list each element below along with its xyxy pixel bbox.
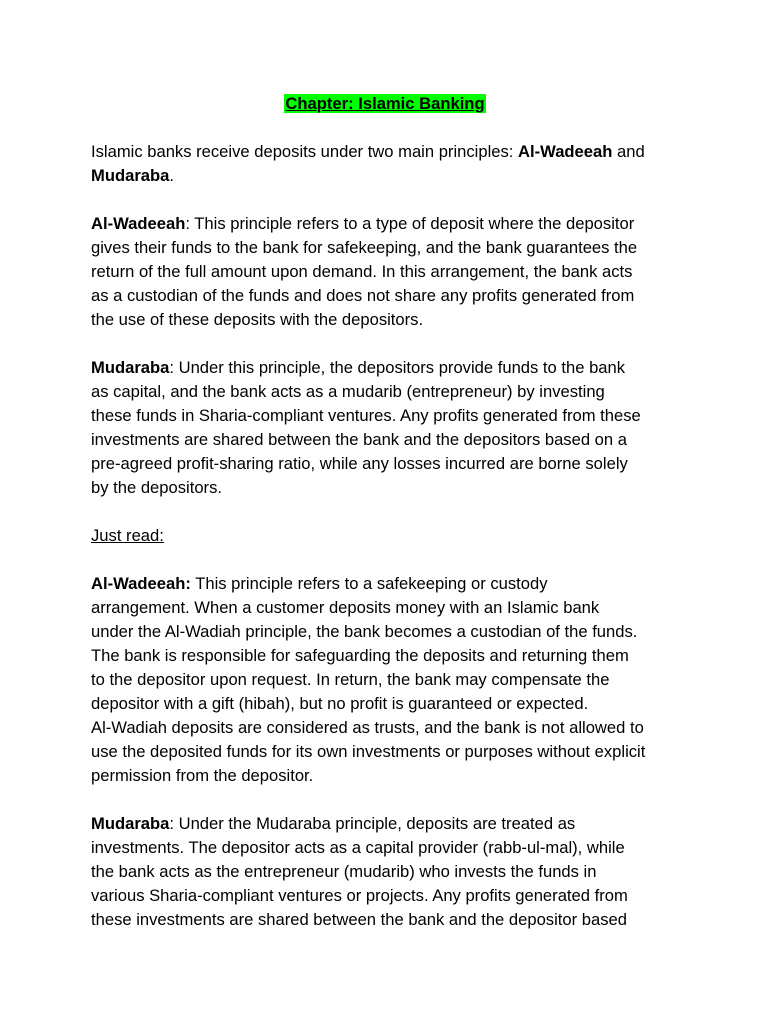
mudaraba-term-1: Mudaraba [91,358,170,377]
paragraph-line: arrangement. When a customer deposits money with an Islamic bank [91,598,600,617]
paragraph-line: as capital, and the bank acts as a mudarib (entrepreneur) by investing [91,382,605,401]
just-read-paragraph [91,524,691,548]
mudaraba-paragraph-2 [91,812,691,932]
wadeeah-paragraph-1 [91,212,691,332]
paragraph-line: depositor with a gift (hibah), but no profit is guaranteed or expected. [91,694,589,713]
paragraph-line: various Sharia-compliant ventures or projects. Any profits generated from [91,886,628,905]
paragraph-line: : This principle refers to a type of deposit where the depositor [185,214,635,233]
paragraph-line: pre-agreed profit-sharing ratio, while any losses incurred are borne solely [91,454,628,473]
paragraph-line: The bank is responsible for safeguarding the deposits and returning them [91,646,629,665]
wadeeah-term-1: Al-Wadeeah [91,214,186,233]
paragraph-line: investments are shared between the bank and the depositors based on a [91,430,627,449]
document-page [91,92,691,956]
paragraph-line: : Under this principle, the depositors provide funds to the bank [169,358,626,377]
intro-joiner: and [612,142,645,161]
intro-end: . [169,166,174,185]
paragraph-line: these investments are shared between the bank and the depositor based [91,910,627,929]
wadeeah-term-2: Al-Wadeeah: [91,574,191,593]
chapter-title: Chapter: Islamic Banking [285,94,485,113]
just-read-label: Just read: [91,526,164,545]
paragraph-line: return of the full amount upon demand. In this arrangement, the bank acts [91,262,633,281]
paragraph-line: This principle refers to a safekeeping or custody [190,574,548,593]
paragraph-line: the bank acts as the entrepreneur (mudarib) who invests the funds in [91,862,597,881]
wadeeah-paragraph-2 [91,572,691,788]
paragraph-line: Al-Wadiah deposits are considered as trusts, and the bank is not allowed to [91,718,644,737]
paragraph-line: investments. The depositor acts as a capital provider (rabb-ul-mal), while [91,838,625,857]
paragraph-line: use the deposited funds for its own investments or purposes without explicit [91,742,646,761]
mudaraba-paragraph-1 [91,356,691,500]
paragraph-line: permission from the depositor. [91,766,314,785]
paragraph-line: these funds in Sharia-compliant ventures. Any profits generated from these [91,406,641,425]
paragraph-line: by the depositors. [91,478,222,497]
paragraph-line: to the depositor upon request. In return, the bank may compensate the [91,670,610,689]
intro-term-wadeeah: Al-Wadeeah [518,142,613,161]
mudaraba-term-2: Mudaraba [91,814,170,833]
intro-paragraph [91,140,691,188]
paragraph-line: under the Al-Wadiah principle, the bank becomes a custodian of the funds. [91,622,638,641]
paragraph-line: as a custodian of the funds and does not share any profits generated from [91,286,635,305]
paragraph-line: the use of these deposits with the depositors. [91,310,424,329]
intro-term-mudaraba: Mudaraba [91,166,170,185]
paragraph-line: : Under the Mudaraba principle, deposits are treated as [169,814,576,833]
intro-text: Islamic banks receive deposits under two main principles: [91,142,519,161]
paragraph-line: gives their funds to the bank for safekeeping, and the bank guarantees the [91,238,638,257]
title-row [91,92,691,116]
